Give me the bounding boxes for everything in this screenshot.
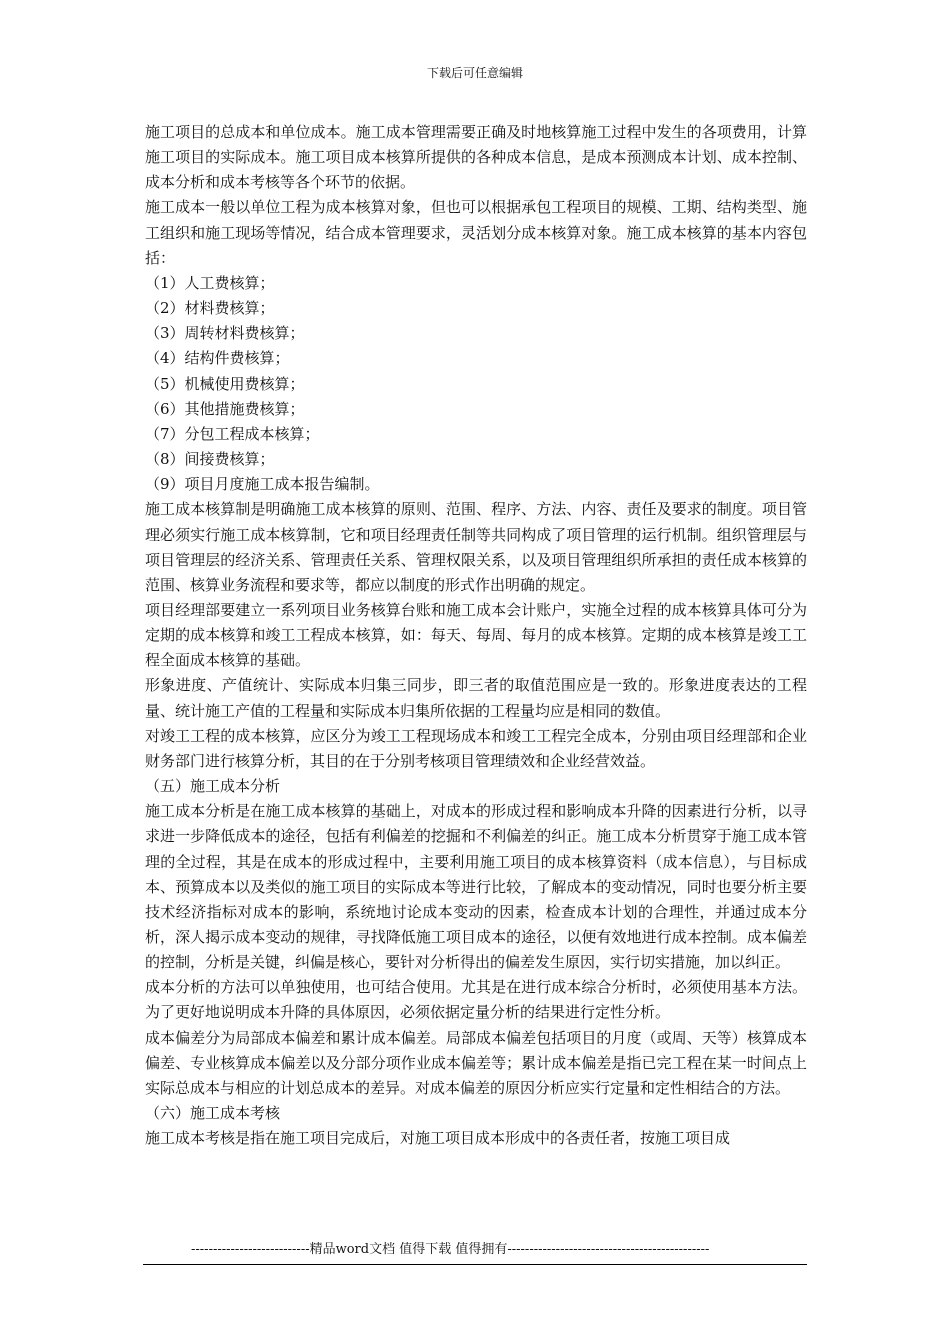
list-item: （5）机械使用费核算；: [145, 374, 305, 393]
page-header: 下载后可任意编辑: [426, 66, 523, 80]
list-item: （6）其他措施费核算；: [145, 399, 305, 418]
paragraph: 形象进度、产值统计、实际成本归集三同步，即三者的取值范围应是一致的。形象进度表达的工程量、统计施工产值的工程量和实际成本归集所依据的工程量均应是相同的数值。: [145, 676, 807, 720]
list-item: （8）间接费核算；: [145, 450, 275, 469]
section-heading: （五）施工成本分析: [145, 777, 281, 796]
paragraph: 施工成本考核是指在施工项目完成后，对施工项目成本形成中的各责任者，按施工项目成: [145, 1129, 731, 1148]
footer-text: ---------------------------精品word文档 值得下载 值得拥有----------------------------------------------: [191, 1242, 710, 1257]
list-item: （7）分包工程成本核算；: [145, 424, 320, 443]
paragraph: 施工成本核算制是明确施工成本核算的原则、范围、程序、方法、内容、责任及要求的制度。项目管理必须实行施工成本核算制，它和项目经理责任制等共同构成了项目管理的运行机制。组织管理层与项目管理层的经济关系、管理责任关系、管理权限关系，以及项目管理组织所承担的责任成本核算的范围、核算业务流程和要求等，都应以制度的形式作出明确的规定。: [145, 500, 807, 594]
list-item: （4）结构件费核算；: [145, 349, 290, 368]
paragraph: 项目经理部要建立一系列项目业务核算台账和施工成本会计账户，实施全过程的成本核算具体可分为定期的成本核算和竣工工程成本核算，如：每天、每周、每月的成本核算。定期的成本核算是竣工工程全面成本核算的基础。: [145, 600, 807, 670]
page-footer: [143, 1240, 807, 1265]
document-body: [145, 120, 807, 1151]
list-item: （2）材料费核算；: [145, 299, 275, 318]
paragraph: 成本偏差分为局部成本偏差和累计成本偏差。局部成本偏差包括项目的月度（或周、天等）核算成本偏差、专业核算成本偏差以及分部分项作业成本偏差等；累计成本偏差是指已完工程在某一时间点上实际总成本与相应的计划总成本的差异。对成本偏差的原因分析应实行定量和定性相结合的方法。: [145, 1028, 807, 1097]
paragraph: 成本分析的方法可以单独使用，也可结合使用。尤其是在进行成本综合分析时，必须使用基本方法。为了更好地说明成本升降的具体原因，必须依据定量分析的结果进行定性分析。: [145, 978, 807, 1022]
list-item: （1）人工费核算；: [145, 273, 275, 292]
section-heading: （六）施工成本考核: [145, 1104, 281, 1123]
paragraph: 对竣工工程的成本核算，应区分为竣工工程现场成本和竣工工程完全成本，分别由项目经理部和企业财务部门进行核算分析，其目的在于分别考核项目管理绩效和企业经营效益。: [145, 726, 807, 770]
paragraph: 施工成本分析是在施工成本核算的基础上，对成本的形成过程和影响成本升降的因素进行分析，以寻求进一步降低成本的途径，包括有利偏差的挖掘和不利偏差的纠正。施工成本分析贯穿于施工成本管理的全过程，其是在成本的形成过程中，主要利用施工项目的成本核算资料（成本信息），与目标成本、预算成本以及类似的施工项目的实际成本等进行比较，了解成本的变动情况，同时也要分析主要技术经济指标对成本的影响，系统地讨论成本变动的因素，检查成本计划的合理性，并通过成本分析，深人揭示成本变动的规律，寻找降低施工项目成本的途径，以便有效地进行成本控制。成本偏差的控制，分析是关键，纠偏是核心，要针对分析得出的偏差发生原因，实行切实措施，加以纠正。: [145, 802, 807, 972]
list-item: （3）周转材料费核算；: [145, 324, 305, 343]
paragraph: 施工项目的总成本和单位成本。施工成本管理需要正确及时地核算施工过程中发生的各项费用，计算施工项目的实际成本。施工项目成本核算所提供的各种成本信息，是成本预测成本计划、成本控制、成本分析和成本考核等各个环节的依据。: [145, 123, 807, 192]
list-item: （9）项目月度施工成本报告编制。: [145, 475, 380, 494]
paragraph: 施工成本一般以单位工程为成本核算对象，但也可以根据承包工程项目的规模、工期、结构类型、施工组织和施工现场等情况，结合成本管理要求，灵活划分成本核算对象。施工成本核算的基本内容包括：: [145, 198, 807, 267]
